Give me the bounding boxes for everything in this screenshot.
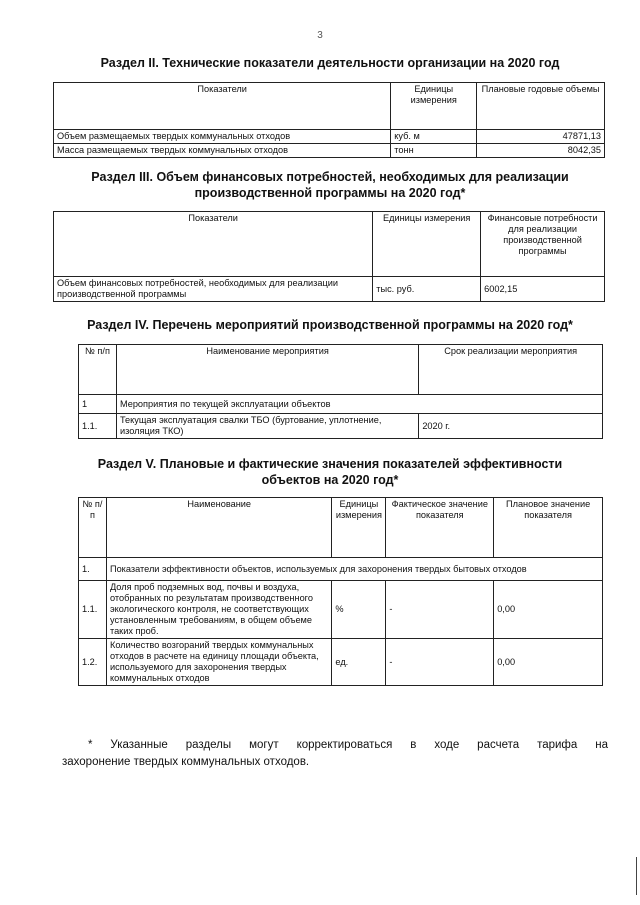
s5-row1-planned: 0,00 xyxy=(494,581,603,639)
s2-row1-volume: 47871,13 xyxy=(477,130,605,144)
table-row xyxy=(79,395,603,414)
footnote-line2: захоронение твердых коммунальных отходов. xyxy=(62,756,310,768)
section-2-title: Раздел II. Технические показатели деятельности организации на 2020 год xyxy=(100,56,560,70)
section-3-title-line1: Раздел III. Объем финансовых потребностей, необходимых для реализации xyxy=(91,170,569,184)
section-5-title-line2: объектов на 2020 год* xyxy=(261,473,399,487)
table-row xyxy=(54,277,605,302)
s4-header-name: Наименование мероприятия xyxy=(116,345,418,395)
s4-header-number: № п/п xyxy=(79,345,117,395)
s5-row2-units: ед. xyxy=(332,639,386,686)
table-row xyxy=(54,130,605,144)
s2-row2-indicator: Масса размещаемых твердых коммунальных отходов xyxy=(54,144,391,158)
section-5-title xyxy=(60,456,600,488)
section-3-title xyxy=(60,169,600,201)
s5-row2-name: Количество возгораний твердых коммунальных отходов в расчете на единицу площади объекта, используемого для захоронения твердых коммунальных отходов xyxy=(106,639,331,686)
section-4-table xyxy=(78,344,603,439)
footnote-line1: * Указанные разделы могут корректироваться в ходе расчета тарифа на xyxy=(88,739,608,751)
s3-header-financial-needs: Финансовые потребности для реализации производственной программы xyxy=(481,212,605,277)
s5-header-actual: Фактическое значение показателя xyxy=(386,498,494,558)
s5-row1-number: 1.1. xyxy=(79,581,107,639)
s4-row1-term: 2020 г. xyxy=(419,414,603,439)
table-row xyxy=(54,144,605,158)
s3-header-indicator: Показатели xyxy=(54,212,373,277)
s5-group-number: 1. xyxy=(79,558,107,581)
s5-row2-number: 1.2. xyxy=(79,639,107,686)
s4-row1-number: 1.1. xyxy=(79,414,117,439)
s4-group-name: Мероприятия по текущей эксплуатации объектов xyxy=(116,395,602,414)
s3-row1-value: 6002,15 xyxy=(481,277,605,302)
s3-row1-units: тыс. руб. xyxy=(373,277,481,302)
table-row xyxy=(79,414,603,439)
s5-header-units: Единицы измерения xyxy=(332,498,386,558)
s5-row2-actual: - xyxy=(386,639,494,686)
s5-row1-name: Доля проб подземных вод, почвы и воздуха, отобранных по результатам производственного экологического контроля, не соответствующих установленным требованиям, в общем объеме таких проб. xyxy=(106,581,331,639)
s2-row1-indicator: Объем размещаемых твердых коммунальных отходов xyxy=(54,130,391,144)
s4-header-term: Срок реализации мероприятия xyxy=(419,345,603,395)
s5-row1-actual: - xyxy=(386,581,494,639)
section-4-title: Раздел IV. Перечень мероприятий производственной программы на 2020 год* xyxy=(87,318,573,332)
s4-group-number: 1 xyxy=(79,395,117,414)
page-number: 3 xyxy=(317,30,323,41)
section-3-title-line2: производственной программы на 2020 год* xyxy=(194,186,466,200)
s5-header-planned: Плановое значение показателя xyxy=(494,498,603,558)
s3-header-units: Единицы измерения xyxy=(373,212,481,277)
table-row xyxy=(79,581,603,639)
s2-header-indicator: Показатели xyxy=(54,83,391,130)
table-row xyxy=(79,558,603,581)
s2-row2-units: тонн xyxy=(391,144,477,158)
s2-row1-units: куб. м xyxy=(391,130,477,144)
section-2-table xyxy=(53,82,605,158)
table-row xyxy=(79,639,603,686)
s5-header-number: № п/п xyxy=(79,498,107,558)
s5-row1-units: % xyxy=(332,581,386,639)
s2-header-volume: Плановые годовые объемы xyxy=(477,83,605,130)
s2-header-units: Единицы измерения xyxy=(391,83,477,130)
s4-row1-name: Текущая эксплуатация свалки ТБО (буртование, уплотнение, изоляция ТКО) xyxy=(116,414,418,439)
s5-row2-planned: 0,00 xyxy=(494,639,603,686)
s5-header-name: Наименование xyxy=(106,498,331,558)
s3-row1-indicator: Объем финансовых потребностей, необходимых для реализации производственной программы xyxy=(54,277,373,302)
scan-edge-mark xyxy=(636,857,637,895)
s2-row2-volume: 8042,35 xyxy=(477,144,605,158)
footnote xyxy=(62,737,608,771)
section-5-table xyxy=(78,497,603,686)
section-5-title-line1: Раздел V. Плановые и фактические значения показателей эффективности xyxy=(97,457,563,471)
section-3-table xyxy=(53,211,605,302)
s5-group-name: Показатели эффективности объектов, используемых для захоронения твердых бытовых отходов xyxy=(106,558,602,581)
